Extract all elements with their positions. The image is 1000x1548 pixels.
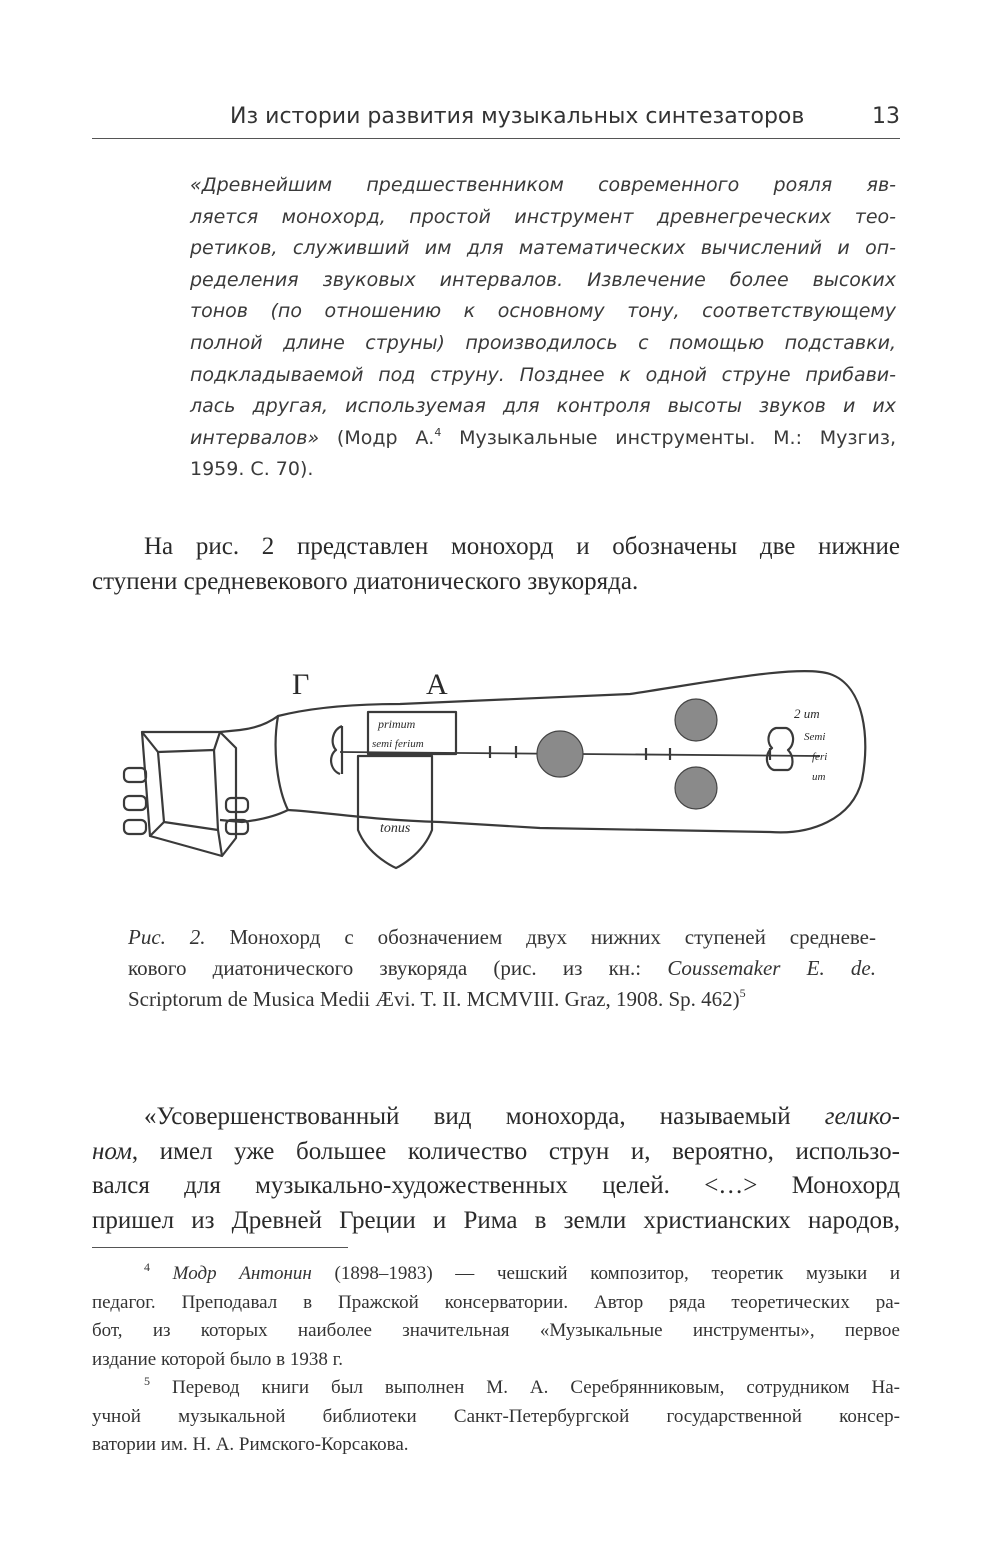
paragraph-line: пришел из Древней Греции и Рима в земли христианских народов, [92,1206,900,1234]
footnote-ref-4[interactable]: 4 [434,425,442,439]
page-number: 13 [872,104,900,129]
footnote-line: педагог. Преподавал в Пражской консерватории. Автор ряда теоретических ра- [92,1291,900,1313]
quote-line: подкладываемой под струну. Позднее к одной струне прибави- [190,363,896,386]
quote-source-author: (Модр А. [336,426,435,449]
label-tonus: tonus [380,821,411,836]
paragraph-line: На рис. 2 представлен монохорд и обозначены две нижние [144,533,900,560]
quote-line: ляется монохорд, простой инструмент древнегреческих тео- [190,205,896,228]
quote-source-year: 1959. С. 70). [190,458,314,481]
fret-disc [675,767,717,809]
footnote-rule [92,1247,348,1248]
label-gamma: Г [292,668,310,701]
quote-line: «Древнейшим предшественником современного рояля яв- [190,174,896,196]
epigraph-quote [190,170,896,486]
intro-paragraph [92,530,900,599]
label-a: A [426,668,448,701]
paragraph-line: ном, имел уже большее количество струн и, вероятно, использо- [92,1137,900,1165]
figure-caption [128,922,876,1015]
footnote-line: бот, из которых наиболее значительная «Музыкальные инструменты», первое [92,1320,900,1341]
quote-line: полной длине струны) производилось с помощью подставки, [190,331,896,354]
label-um: um [812,771,826,783]
caption-line: Рис. 2. Монохорд с обозначением двух нижних ступеней средневе- [128,925,876,949]
quote-line: ретиков, служивший им для математических вычислений и оп- [190,237,896,260]
quote-line [190,423,896,455]
footnote-line: ватории им. Н. А. Римского-Корсакова. [92,1434,409,1455]
caption-line: кового диатонического звукоряда (рис. из кн.: Coussemaker E. de. [128,956,876,980]
label-feri: feri [812,751,828,763]
label-secundum: 2 um [794,706,820,721]
quote-source-title: Музыкальные инструменты. М.: Музгиз, [441,426,896,449]
term-helikon: гелико- [824,1103,900,1130]
footnote-4: $^4$ Модр Антонин (1898–1983) — чешский композитор, теоретик музыки и [144,1260,901,1284]
label-primum: primum [378,717,416,731]
fret-disc [537,731,583,777]
running-title: Из истории развития музыкальных синтезаторов [230,104,805,129]
header-rule [92,138,900,139]
footnote-line: учной музыкальной библиотеки Санкт-Петербургской государственной консер- [92,1405,900,1427]
body-paragraph [92,1100,900,1238]
footnote-5: $^5$ Перевод книги был выполнен М. А. Серебрянниковым, сотрудником На- [144,1374,900,1398]
tonus-shield [358,756,432,868]
footnote-author: Модр Антонин [172,1263,312,1284]
caption-figure-number: Рис. 2. [128,925,206,949]
paragraph-line: ступени средневекового диатонического звукоряда. [92,567,639,595]
monochord-figure [110,660,890,900]
quote-line: лась другая, используемая для контроля высоты звуков и их [190,395,896,418]
quote-line: ределения звуковых интервалов. Извлечение более высоких [190,268,896,291]
footnote-line: издание которой было в 1938 г. [92,1348,343,1370]
running-head [230,104,900,138]
fret-disc [675,699,717,741]
caption-source-author: Coussemaker E. de. [667,956,876,980]
label-semi-ferium: semi ferium [372,738,424,750]
caption-line: Scriptorum de Musica Medii Ævi. T. II. MCMVIII. Graz, 1908. Sp. 462)$^5$ [128,986,746,1011]
footnote-ref-5[interactable]: 5 [739,986,746,1000]
quote-line: тонов (по отношению к основному тону, соответствующему [190,300,896,323]
paragraph-line: вался для музыкально-художественных целей. <…> Монохорд [92,1172,900,1199]
second-bridge [767,728,793,770]
paragraph-line: «Усовершенствованный вид монохорда, называемый гелико- [144,1103,900,1130]
label-semi: Semi [804,731,826,743]
footnotes [92,1260,900,1460]
quote-italic-end: интервалов» [190,426,337,449]
